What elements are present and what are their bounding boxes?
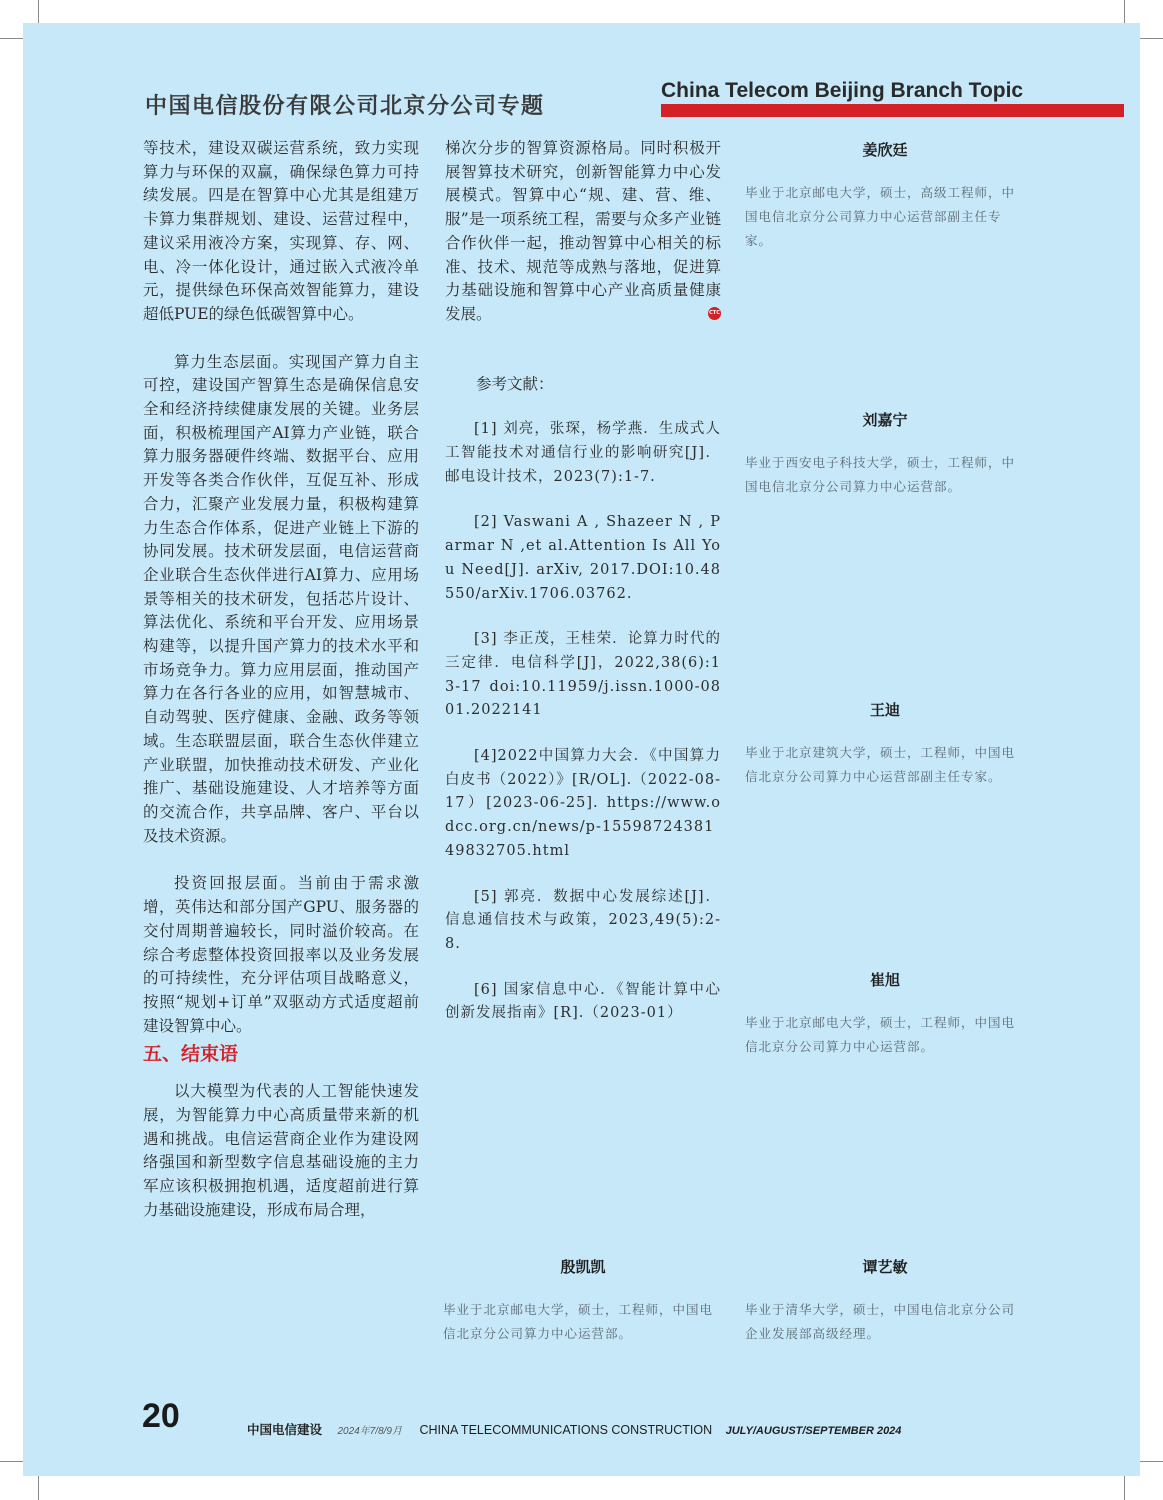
reference-item: [2] Vaswani A , Shazeer N , Parmar N ,et al.Attention Is All You Need[J]. arXiv, 2017.DOI:10.48550/arXiv.1706.03762. [445, 514, 721, 602]
author-bio [745, 699, 1025, 789]
crop-mark [1136, 1461, 1163, 1462]
paragraph: 投资回报层面。当前由于需求激增，英伟达和部分国产GPU、服务器的交付周期普遍较长，同时溢价较高。在综合考虑整体投资回报率以及业务发展的可持续性，充分评估项目战略意义，按照“规划+订单”双驱动方式适度超前建设智算中心。 [143, 874, 419, 1035]
author-description: 毕业于北京邮电大学，硕士，高级工程师，中国电信北京分公司算力中心运营部副主任专家。 [745, 185, 1016, 248]
author-description: 毕业于清华大学，硕士，中国电信北京分公司企业发展部高级经理。 [745, 1302, 1016, 1341]
author-bio [745, 1256, 1025, 1346]
paragraph: 等技术，建设双碳运营系统，致力实现算力与环保的双赢，确保绿色算力可持续发展。四是在智算中心尤其是组建万卡算力集群规划、建设、运营过程中，建议采用液冷方案，实现算、存、网、电、冷一体化设计，通过嵌入式液冷单元，提供绿色环保高效智能算力，建设超低PUE的绿色低碳智算中心。 [143, 139, 419, 323]
paragraph: 以大模型为代表的人工智能快速发展，为智能算力中心高质量带来新的机遇和挑战。电信运营商企业作为建设网络强国和新型数字信息基础设施的主力军应该积极拥抱机遇，适度超前进行算力基础设施建设，形成布局合理， [143, 1082, 419, 1219]
references-title: 参考文献： [476, 374, 554, 393]
author-name: 殷凯凯 [560, 1258, 606, 1276]
author-name: 姜欣廷 [862, 141, 908, 159]
body-column-2 [445, 137, 721, 1026]
author-name: 谭艺敏 [862, 1258, 908, 1276]
footer-masthead [247, 1420, 901, 1438]
reference-item: [1] 刘亮，张琛，杨学燕．生成式人工智能技术对通信行业的影响研究[J]．邮电设计技术，2023(7):1-7. [445, 421, 721, 485]
reference-item: [5] 郭亮．数据中心发展综述[J]．信息通信技术与政策，2023,49(5):2-8. [445, 888, 721, 952]
author-bio [745, 139, 1025, 253]
ctc-logo-icon: CTC [708, 307, 721, 320]
page-number: 20 [142, 1397, 180, 1435]
author-description: 毕业于北京邮电大学，硕士，工程师，中国电信北京分公司算力中心运营部。 [745, 1015, 1016, 1054]
author-bio [745, 409, 1025, 499]
author-bio [745, 969, 1025, 1059]
author-name: 刘嘉宁 [862, 411, 908, 429]
header-title-en: China Telecom Beijing Branch Topic [661, 79, 1024, 102]
header-title-cn: 中国电信股份有限公司北京分公司专题 [145, 94, 545, 119]
reference-item: [6] 国家信息中心．《智能计算中心创新发展指南》[R].（2023-01） [445, 981, 721, 1022]
author-description: 毕业于西安电子科技大学，硕士，工程师，中国电信北京分公司算力中心运营部。 [745, 455, 1016, 494]
author-description: 毕业于北京建筑大学，硕士，工程师，中国电信北京分公司算力中心运营部副主任专家。 [745, 745, 1016, 784]
crop-mark [1136, 38, 1163, 39]
author-description: 毕业于北京邮电大学，硕士，工程师，中国电信北京分公司算力中心运营部。 [443, 1302, 714, 1341]
reference-item: [4]2022中国算力大会．《中国算力白皮书（2022）》[R/OL].（2022-08-17）[2023-06-25]. https://www.odcc.org.cn/news/p-15598724381498327​05.html [445, 748, 721, 859]
crop-mark [1124, 1473, 1125, 1500]
magazine-page [23, 23, 1140, 1476]
issue-date-en: JULY/AUGUST/SEPTEMBER 2024 [725, 1425, 902, 1437]
author-name: 崔旭 [869, 971, 900, 989]
magazine-name-cn: 中国电信建设 [247, 1423, 323, 1437]
section-title: 五、结束语 [143, 1043, 239, 1066]
issue-date-cn: 2024年7/8/9月 [337, 1426, 402, 1437]
magazine-name-en: CHINA TELECOMMUNICATIONS CONSTRUCTION [419, 1423, 713, 1437]
paragraph: 梯次分步的智算资源格局。同时积极开展智算技术研究，创新智能算力中心发展模式。智算中心“规、建、营、维、服”是一项系统工程，需要与众多产业链合作伙伴一起，推动智算中心相关的标准、技术、规范等成熟与落地，促进算力基础设施和智算中心产业高质量健康发展。 CTC [445, 139, 721, 323]
body-column-1 [143, 137, 419, 1223]
header-red-bar [661, 104, 1124, 117]
author-bio [443, 1256, 723, 1346]
paragraph: 算力生态层面。实现国产算力自主可控，建设国产智算生态是确保信息安全和经济持续健康发展的关键。业务层面，积极梳理国产AI算力产业链，联合算力服务器硬件终端、数据平台、应用开发等各类合作伙伴，互促互补、形成合力，汇聚产业发展力量，积极构建算力生态合作体系，促进产业链上下游的协同发展。技术研发层面，电信运营商企业联合生态伙伴进行AI算力、应用场景等相关的技术研发，包括芯片设计、算法优化、系统和平台开发、应用场景构建等，以提升国产算力的技术水平和市场竞争力。算力应用层面，推动国产算力在各行各业的应用，如智慧城市、自动驾驶、医疗健康、金融、政务等领域。生态联盟层面，联合生态伙伴建立产业联盟，加快推动技术研发、产业化推广、基础设施建设、人才培养等方面的交流合作，共享品牌、客户、平台以及技术资源。 [143, 352, 419, 845]
author-name: 王迪 [869, 701, 900, 719]
reference-item: [3] 李正茂，王桂荣．论算力时代的三定律．电信科学[J]，2022,38(6):13-17 doi:10.11959/j.issn.1000-0801.2022141 [445, 631, 721, 719]
crop-mark [38, 1473, 39, 1500]
